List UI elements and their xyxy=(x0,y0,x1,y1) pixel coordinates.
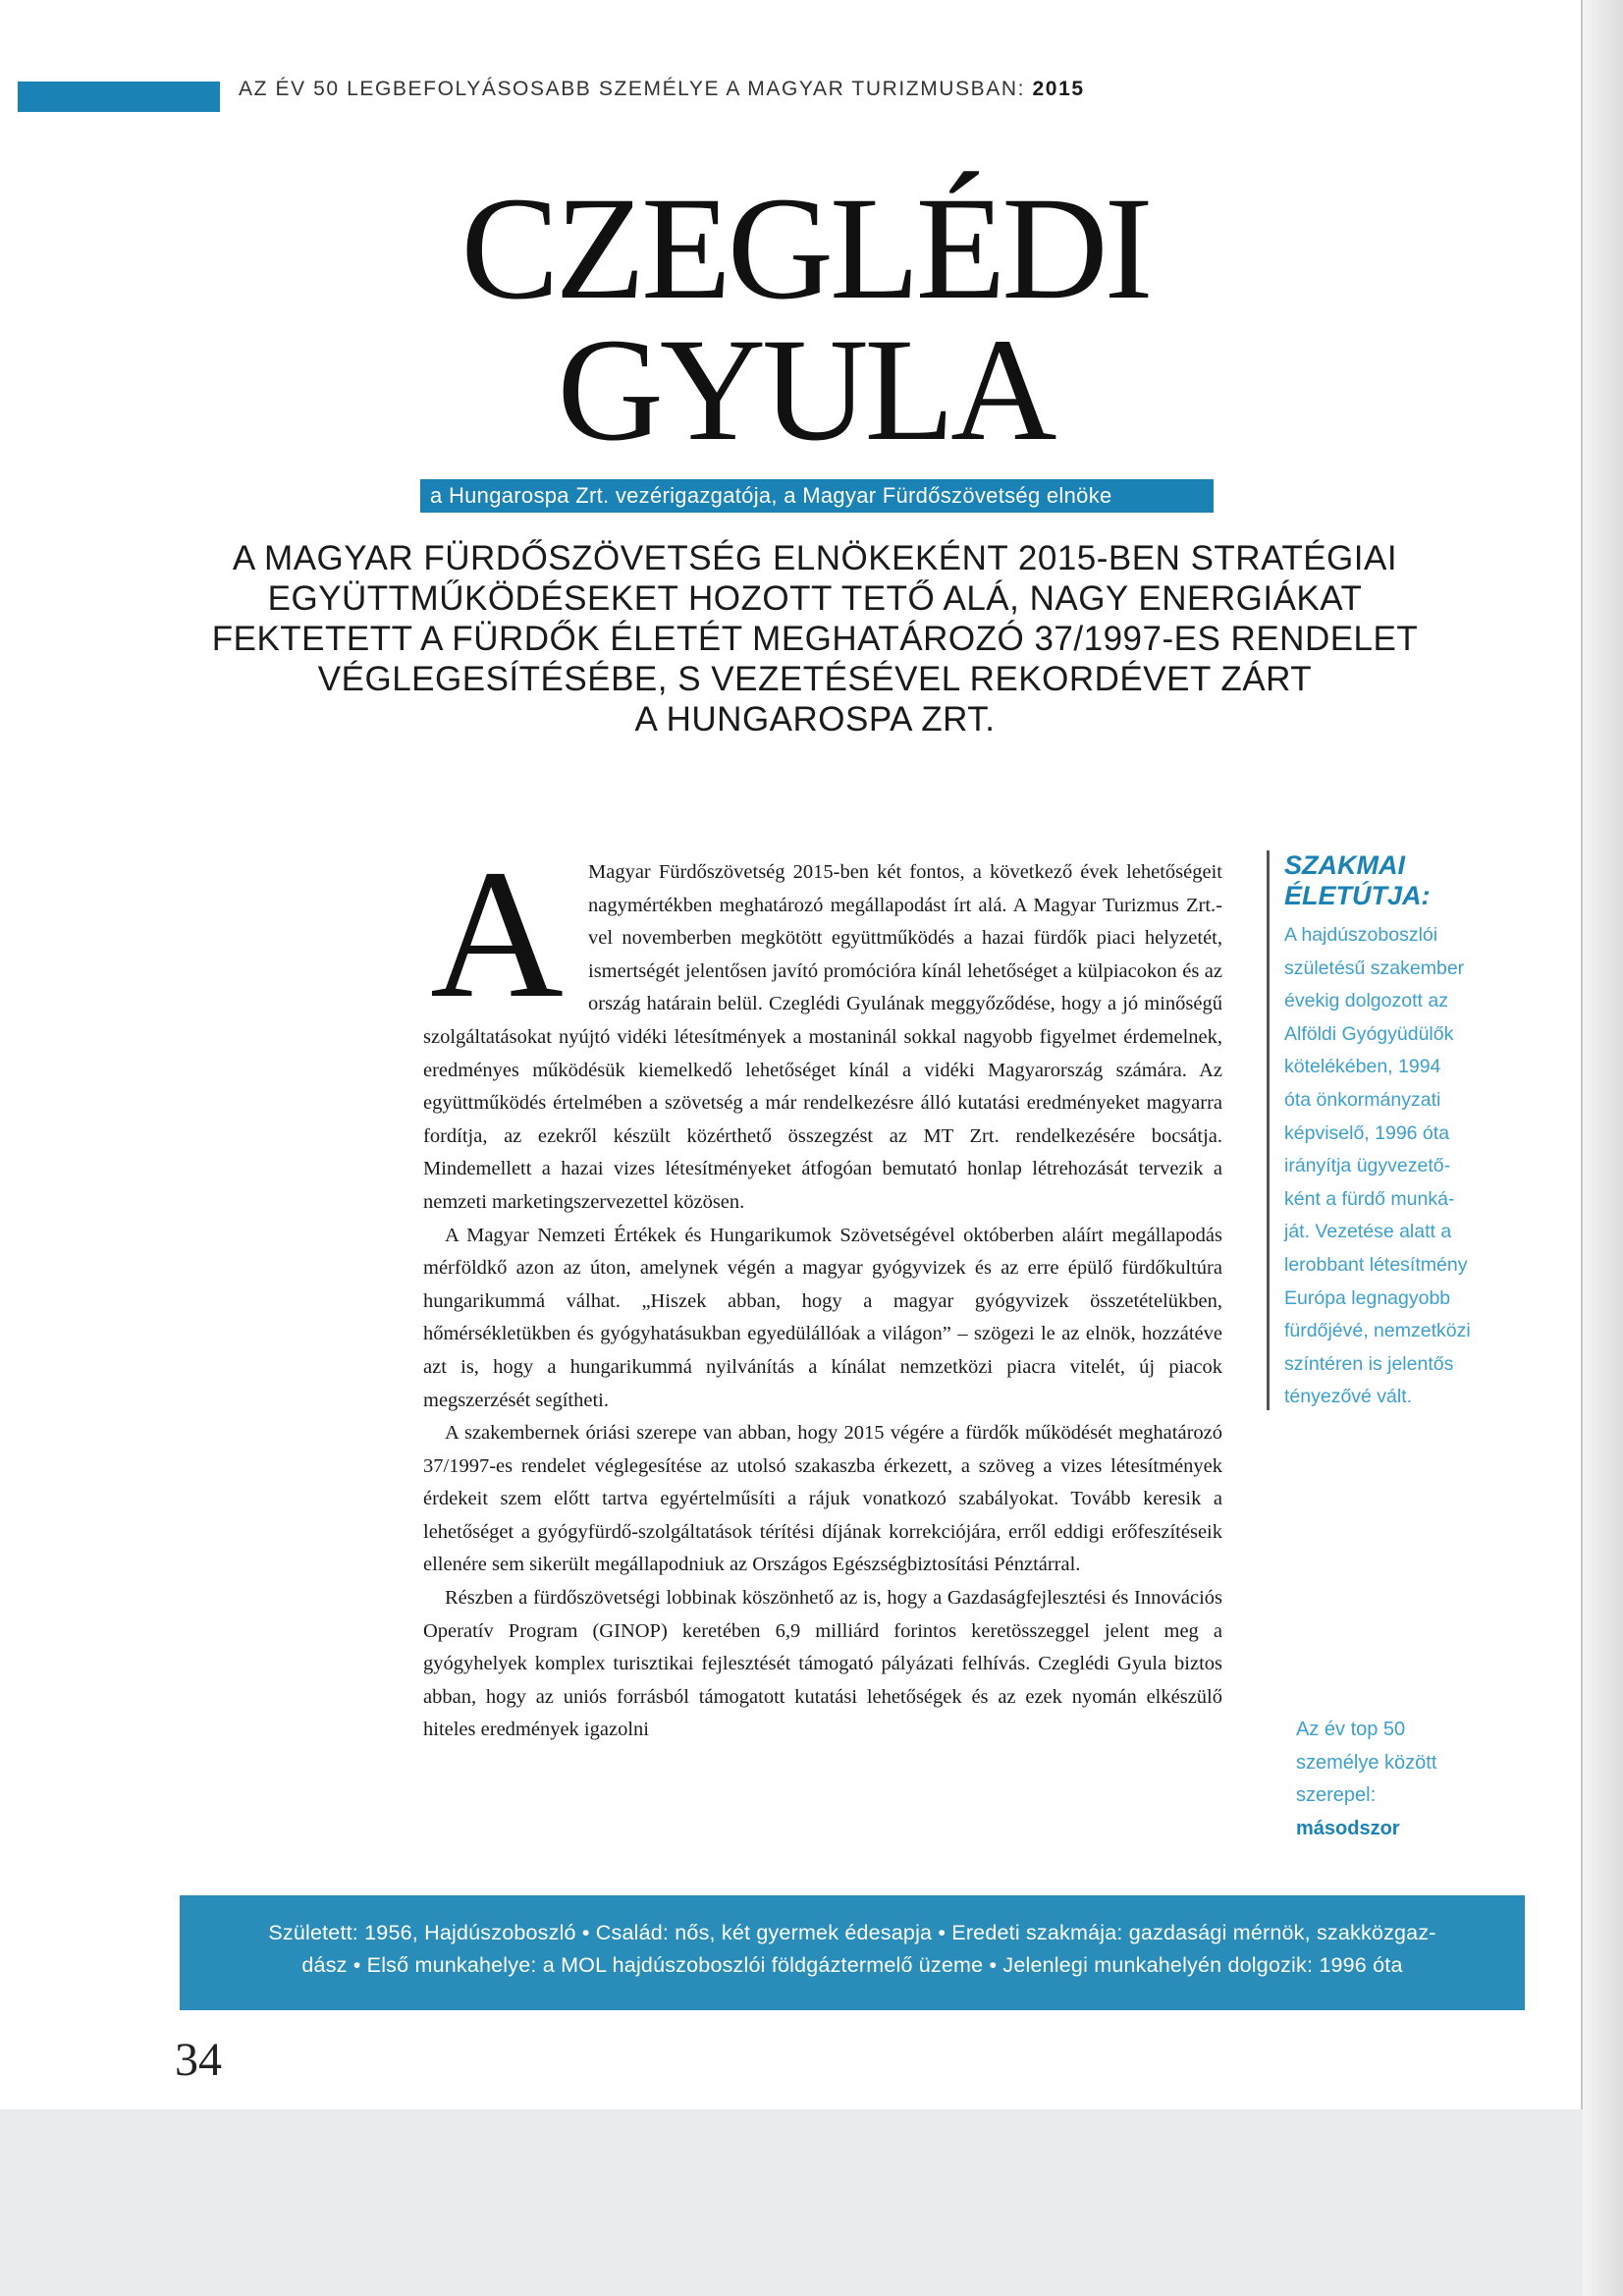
header-kicker-text: AZ ÉV 50 LEGBEFOLYÁSOSABB SZEMÉLYE A MAGYAR TURIZMUSBAN: xyxy=(239,78,1026,100)
page-number: 34 xyxy=(175,2034,222,2086)
rank-note xyxy=(1296,1714,1512,1845)
facts-bar xyxy=(180,1895,1525,2010)
sidebar-line: Alföldi Gyógyüdülők xyxy=(1284,1022,1454,1045)
body-paragraph: Magyar Fürdőszövetség 2015-ben két fontos, a következő évek lehetőségeit nagymértékben meghatározó megállapodást írt alá. A Magyar Turizmus Zrt.-vel novemberben megkötött együttműködés a hazai fürdők piaci helyzetét, ismertségét jelentősen javító promócióra kínál lehetőséget a külpiacokon és az ország határain belül. Czeglédi Gyulának meggyőződése, hogy a jó minőségű szolgáltatásokat nyújtó vidéki létesítmények a mostaninál sokkal nagyobb figyelmet érdemelnek, eredményes működésük kiemelkedő lehetőséget kínál a vidéki Magyarország számára. Az együttműködés értelmében a szövetség a már rendelkezésre álló kutatási eredményeket magyarra fordítja, az ezekről készült közérthető összegzést az MT Zrt. rendelkezésére bocsátja. Mindemellett a hazai vizes létesítményeket átfogóan bemutató honlap létrehozását tervezik a nemzeti marketingszervezettel közösen. xyxy=(423,861,1222,1213)
lead-line: A MAGYAR FÜRDŐSZÖVETSÉG ELNÖKEKÉNT 2015-BEN STRATÉGIAI xyxy=(232,539,1398,577)
sidebar-line: képviselő, 1996 óta xyxy=(1284,1121,1450,1144)
facts-line: dász • Első munkahelye: a MOL hajdúszoboszlói földgáztermelő üzeme • Jelenlegi munkahelyén dolgozik: 1996 óta xyxy=(301,1953,1403,1977)
rank-note-value: másodszor xyxy=(1296,1817,1400,1839)
lead-line: EGYÜTTMŰKÖDÉSEKET HOZOTT TETŐ ALÁ, NAGY ENERGIÁKAT xyxy=(267,579,1363,618)
lead-paragraph xyxy=(157,538,1473,739)
sidebar-line: A hajdúszoboszlói xyxy=(1284,924,1438,946)
subtitle-role: a Hungarospa Zrt. vezérigazgatója, a Magyar Fürdőszövetség elnöke xyxy=(420,479,1214,513)
sidebar-line: fürdőjévé, nemzetközi xyxy=(1284,1320,1471,1342)
sidebar-career-text xyxy=(1284,919,1520,1414)
sidebar-line: születésű szakember xyxy=(1284,957,1465,979)
sidebar-line: lerobbant létesítmény xyxy=(1284,1253,1468,1276)
dropcap: A xyxy=(430,831,564,1036)
sidebar-line: tényezővé vált. xyxy=(1284,1386,1413,1408)
sidebar-line: irányítja ügyvezető- xyxy=(1284,1155,1451,1177)
sidebar-heading-line: SZAKMAI xyxy=(1284,850,1405,880)
header-accent-bar xyxy=(18,82,220,112)
rank-note-line: Az év top 50 xyxy=(1296,1719,1406,1740)
sidebar-heading-line: ÉLETÚTJA: xyxy=(1284,881,1431,910)
sidebar-line: ját. Vezetése alatt a xyxy=(1284,1221,1452,1243)
page-shadow xyxy=(1583,0,1623,2296)
sidebar-line: színtéren is jelentős xyxy=(1284,1352,1454,1375)
body-paragraph: A Magyar Nemzeti Értékek és Hungarikumok Szövetségével októberben aláírt megállapodás mérföldkő azon az úton, amelynek végén a magyar gyógyvizek és az erre épülő fürdőkultúra hungarikummá válhat. „Hiszek abban, hogy a magyar gyógyvizek összetételükben, hőmérsékletükben és gyógyhatásukban egyedülállóak a világon” – szögezi le az elnök, hozzátéve azt is, hogy a hungarikummá nyilvánítás a kínálat nemzetközi piacra vitelét, új piacok megszerzését segítheti. xyxy=(423,1224,1222,1411)
sidebar-heading xyxy=(1284,850,1520,911)
header-kicker xyxy=(239,78,1085,101)
lead-line: VÉGLEGESÍTÉSÉBE, S VEZETÉSÉVEL REKORDÉVET ZÁRT xyxy=(317,660,1313,698)
body-paragraph: Részben a fürdőszövetségi lobbinak köszönhető az is, hogy a Gazdaságfejlesztési és Innovációs Operatív Program (GINOP) keretében 6,9 milliárd forintos keretösszeggel jelent meg a gyógyhelyek komplex turisztikai fejlesztését támogató pályázati felhívás. Czeglédi Gyula biztos abban, hogy az uniós forrásból támogatott kutatási lehetőségek és az ezek nyomán elkészülő hiteles eredmények igazolni xyxy=(423,1587,1222,1741)
facts-line: Született: 1956, Hajdúszoboszló • Család: nős, két gyermek édesapja • Eredeti szakmája: gazdasági mérnök, szakközgaz- xyxy=(268,1921,1436,1944)
article-body xyxy=(423,831,1222,1747)
sidebar-line: kötelékében, 1994 xyxy=(1284,1056,1441,1078)
title-firstname: GYULA xyxy=(557,308,1054,471)
header-year: 2015 xyxy=(1032,78,1085,100)
sidebar-line: Európa legnagyobb xyxy=(1284,1286,1451,1309)
lead-line: FEKTETETT A FÜRDŐK ÉLETÉT MEGHATÁROZÓ 37/1997-ES RENDELET xyxy=(211,620,1419,658)
body-paragraph: A szakembernek óriási szerepe van abban, hogy 2015 végére a fürdők működését meghatározó 37/1997-es rendelet véglegesítése az utolsó szakaszba érkezett, a szöveg a vizes létesítmények érdekeit szem előtt tartva egyértelműsíti a rájuk vonatkozó szabályokat. Tovább keresik a lehetőséget a gyógyfürdő-szolgáltatások térítési díjának korrekciójára, erről eddigi erőfeszítéseik ellenére sem sikerült megállapodniuk az Országos Egészségbiztosítási Pénztárral. xyxy=(423,1422,1222,1576)
sidebar-rule xyxy=(1267,850,1270,1410)
rank-note-line: szerepel: xyxy=(1296,1784,1377,1807)
scan-bottom-band xyxy=(0,2109,1583,2296)
title-surname: CZEGLÉDI xyxy=(460,167,1150,330)
sidebar-line: évekig dolgozott az xyxy=(1284,990,1448,1012)
sidebar-line: óta önkormányzati xyxy=(1284,1088,1441,1111)
rank-note-line: személye között xyxy=(1296,1751,1437,1774)
sidebar-line: ként a fürdő munká- xyxy=(1284,1187,1455,1210)
lead-line: A HUNGAROSPA ZRT. xyxy=(634,700,996,738)
